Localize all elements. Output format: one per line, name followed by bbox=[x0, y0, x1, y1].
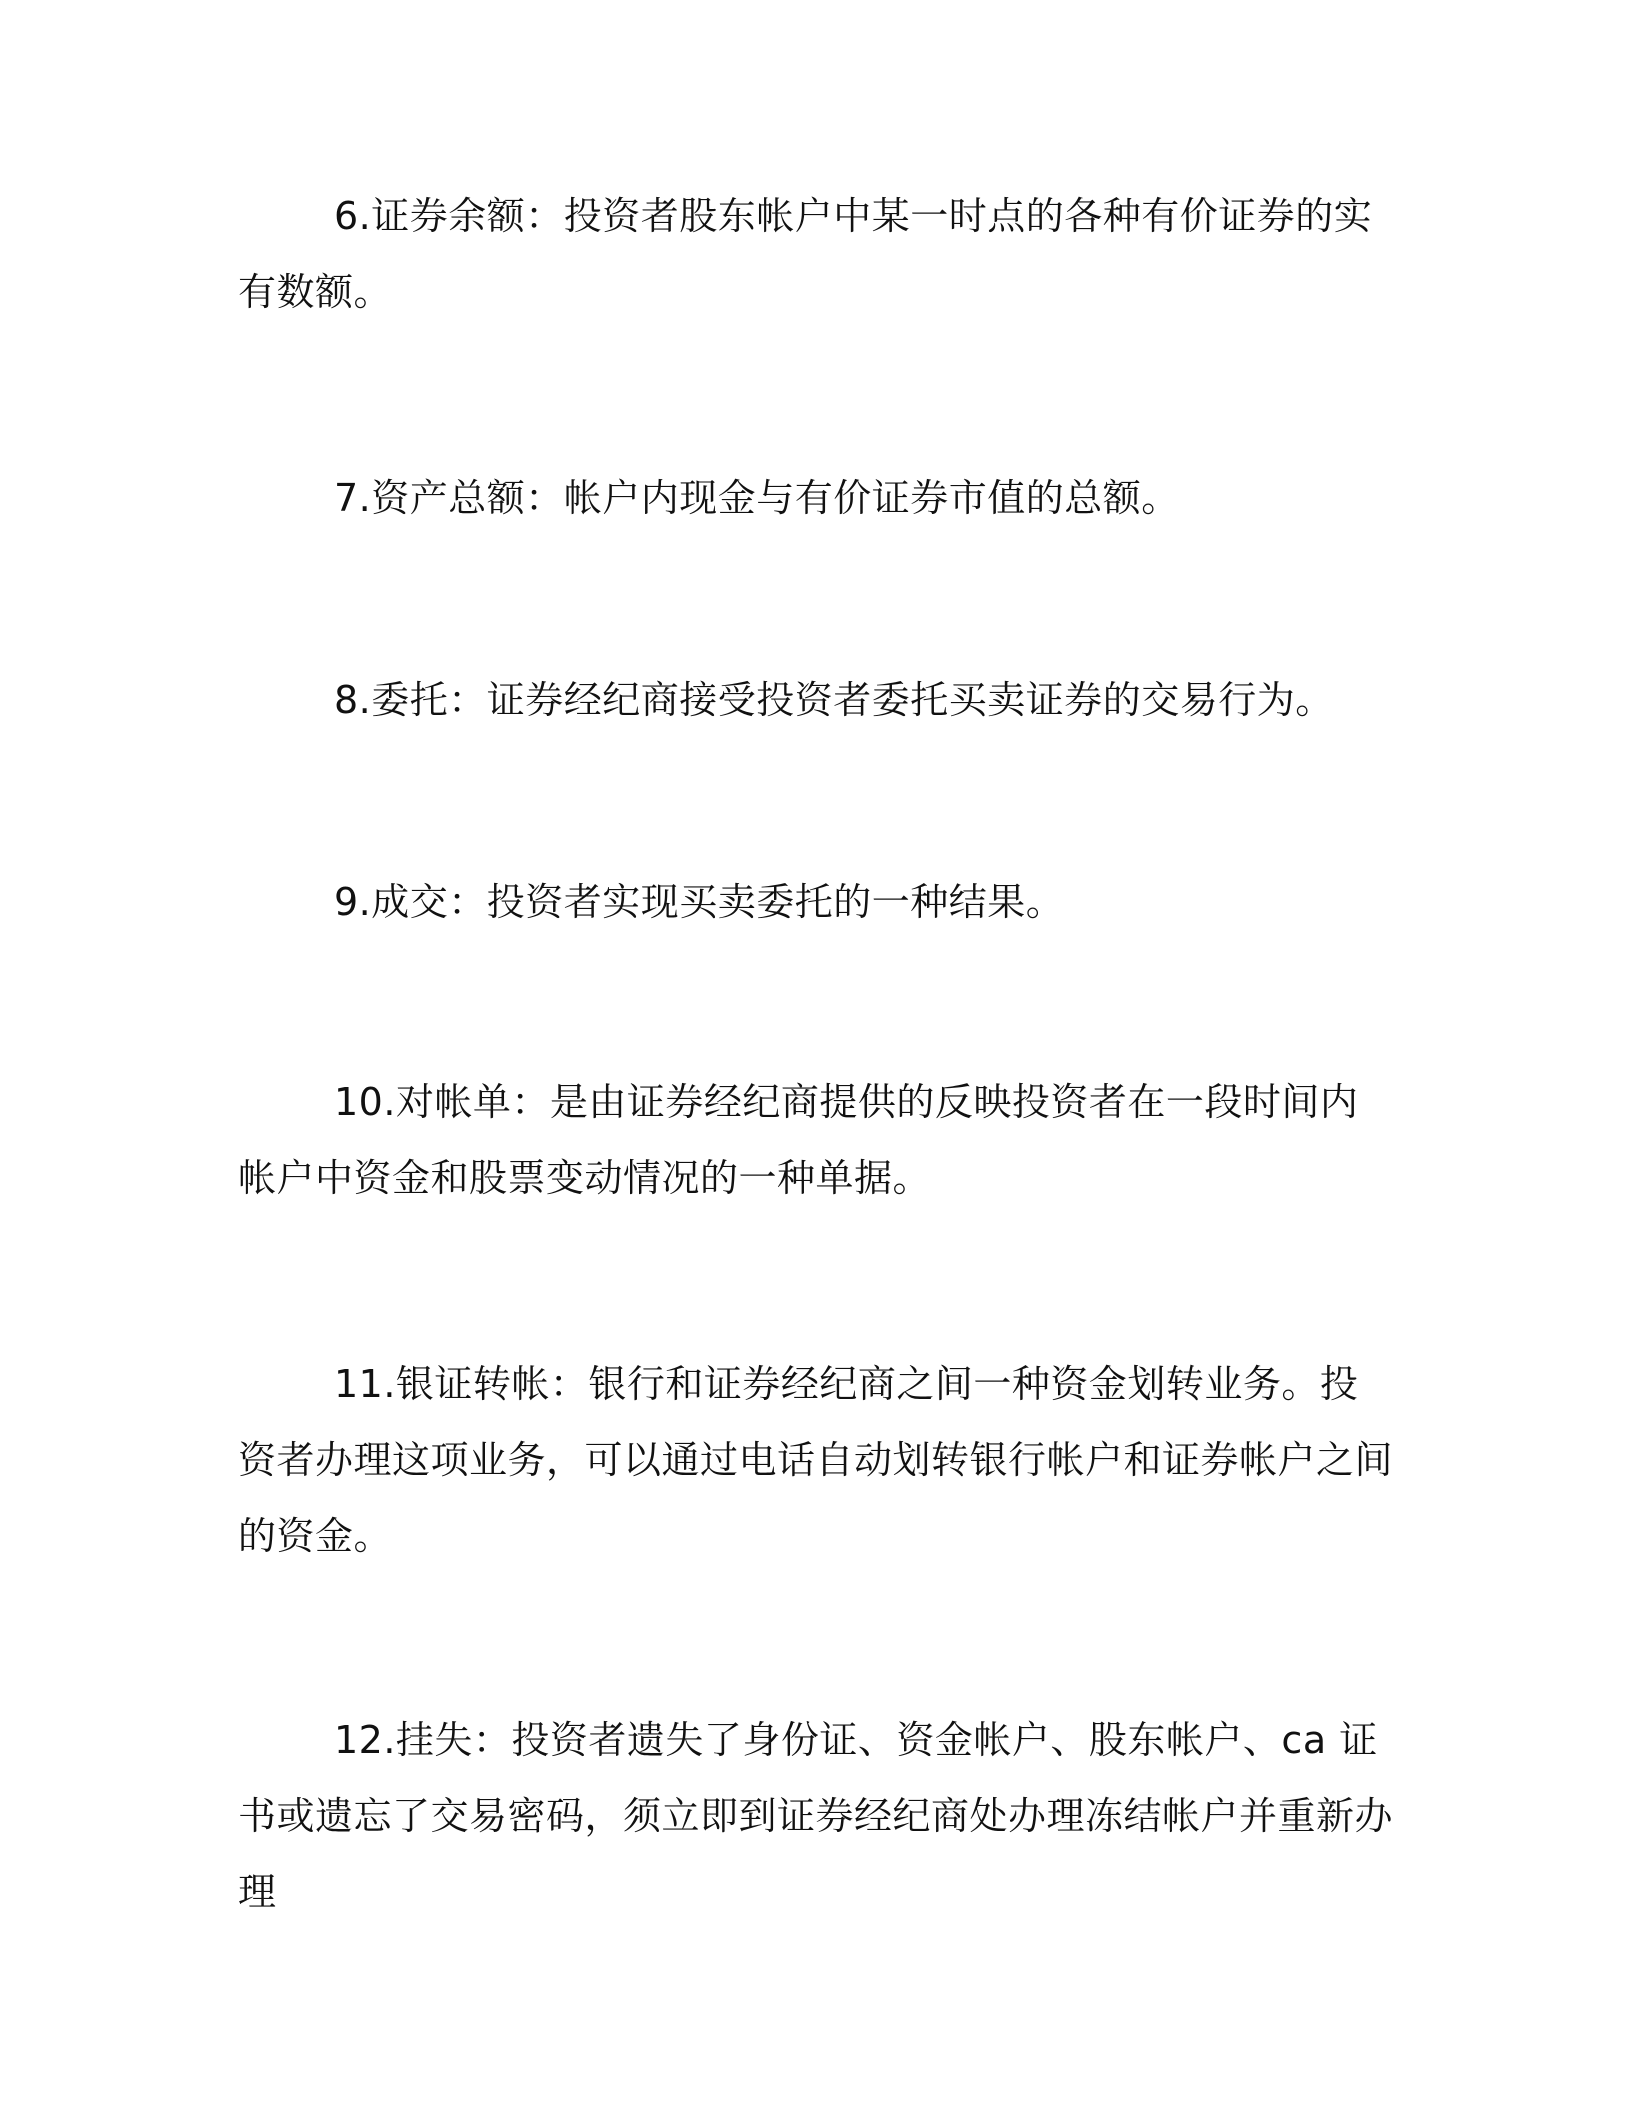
paragraph-transaction: 9.成交：投资者实现买卖委托的一种结果。 bbox=[334, 880, 1065, 924]
paragraph-securities-balance: 6.证券余额：投资者股东帐户中某一时点的各种有价证券的实有数额。 bbox=[238, 194, 1373, 314]
paragraph-entrustment: 8.委托：证券经纪商接受投资者委托买卖证券的交易行为。 bbox=[334, 678, 1334, 722]
paragraph-bank-securities-transfer: 11.银证转帐：银行和证券经纪商之间一种资金划转业务。投资者办理这项业务，可以通过电话自动划转银行帐户和证券帐户之间的资金。 bbox=[238, 1362, 1394, 1558]
paragraph-loss-report: 12.挂失：投资者遗失了身份证、资金帐户、股东帐户、ca 证书或遗忘了交易密码，须立即到证券经纪商处办理冻结帐户并重新办理 bbox=[238, 1718, 1394, 1914]
paragraph-total-assets: 7.资产总额：帐户内现金与有价证券市值的总额。 bbox=[334, 476, 1180, 520]
paragraph-statement: 10.对帐单：是由证券经纪商提供的反映投资者在一段时间内帐户中资金和股票变动情况的一种单据。 bbox=[238, 1080, 1359, 1200]
